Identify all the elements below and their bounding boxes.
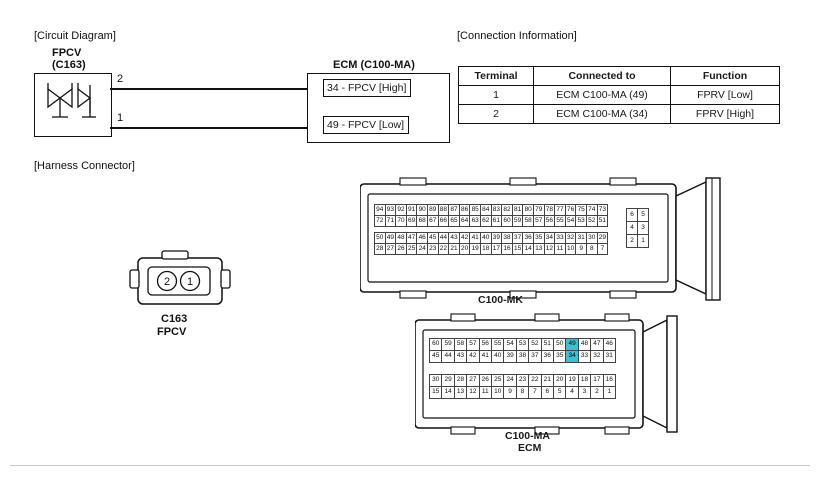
pin-cell: 37 (528, 350, 541, 363)
pin-cell: 80 (522, 204, 534, 216)
pin-cell: 8 (516, 386, 529, 399)
pin-cell: 55 (554, 215, 566, 227)
fpcv-pin-2-number: 2 (117, 73, 124, 85)
ecm-pin-49-label: 49 - FPCV [Low] (323, 116, 409, 134)
harness-connector-section-title: [Harness Connector] (34, 160, 135, 172)
pin-cell: 17 (491, 243, 503, 255)
pin-cell: 94 (374, 204, 386, 216)
cell-function: FPRV [High] (671, 105, 780, 124)
pin-cell: 79 (533, 204, 545, 216)
pin-cell: 72 (374, 215, 386, 227)
pin-cell: 25 (406, 243, 418, 255)
pin-cell: 53 (575, 215, 587, 227)
pin-cell: 47 (406, 232, 418, 244)
pin-cell: 91 (406, 204, 418, 216)
column-header-terminal: Terminal (459, 67, 534, 86)
pin-cell: 63 (469, 215, 481, 227)
pin-cell: 14 (441, 386, 454, 399)
pin-cell: 28 (374, 243, 386, 255)
pin-cell: 26 (395, 243, 407, 255)
pin-cell: 73 (597, 204, 609, 216)
pin-cell: 60 (501, 215, 513, 227)
pin-cell: 12 (544, 243, 556, 255)
pin-cell: 3 (578, 386, 591, 399)
pin-cell: 16 (501, 243, 513, 255)
pin-cell: 84 (480, 204, 492, 216)
pin-cell: 27 (466, 374, 479, 387)
pin-cell: 37 (512, 232, 524, 244)
pin-cell: 44 (441, 350, 454, 363)
pin-cell: 34 (565, 350, 578, 363)
pin-cell: 26 (479, 374, 492, 387)
pin-cell: 32 (565, 232, 577, 244)
pin-cell: 41 (479, 350, 492, 363)
pin-cell: 61 (491, 215, 503, 227)
pin-cell: 49 (565, 338, 578, 351)
pin-cell: 15 (512, 243, 524, 255)
pin-cell: 55 (491, 338, 504, 351)
pin-cell: 4 (626, 221, 638, 235)
cell-function: FPRV [Low] (671, 86, 780, 105)
pin-cell: 20 (459, 243, 471, 255)
pin-cell: 71 (385, 215, 397, 227)
table-row (459, 86, 780, 105)
pin-cell: 3 (637, 221, 649, 235)
pin-cell: 93 (385, 204, 397, 216)
pin-cell: 33 (578, 350, 591, 363)
pin-cell: 39 (491, 232, 503, 244)
cell-connected-to: ECM C100-MA (49) (534, 86, 671, 105)
pin-cell: 31 (603, 350, 616, 363)
pin-cell: 14 (522, 243, 534, 255)
pin-cell: 18 (578, 374, 591, 387)
pin-cell: 47 (590, 338, 603, 351)
pin-cell: 59 (441, 338, 454, 351)
pin-cell: 85 (469, 204, 481, 216)
pin-cell: 9 (503, 386, 516, 399)
pin-cell: 77 (554, 204, 566, 216)
pin-cell: 52 (586, 215, 598, 227)
pin-cell: 42 (459, 232, 471, 244)
pin-cell: 50 (553, 338, 566, 351)
pin-cell: 88 (438, 204, 450, 216)
c100ma-connector-name: C100-MA (505, 430, 550, 442)
pin-cell: 5 (553, 386, 566, 399)
pin-cell: 65 (448, 215, 460, 227)
pin-cell: 7 (597, 243, 609, 255)
pin-cell: 22 (438, 243, 450, 255)
pin-cell: 36 (541, 350, 554, 363)
pin-cell: 48 (578, 338, 591, 351)
pin-cell: 19 (469, 243, 481, 255)
c163-connector-drawing (128, 250, 238, 312)
pin-cell: 29 (597, 232, 609, 244)
pin-cell: 10 (565, 243, 577, 255)
pin-cell: 10 (491, 386, 504, 399)
pin-cell: 19 (565, 374, 578, 387)
pin-cell: 67 (427, 215, 439, 227)
pin-cell: 12 (466, 386, 479, 399)
pin-cell: 66 (438, 215, 450, 227)
solenoid-valve-icon (34, 73, 110, 135)
pin-cell: 6 (541, 386, 554, 399)
pin-cell: 49 (385, 232, 397, 244)
pin-cell: 8 (586, 243, 598, 255)
cell-connected-to: ECM C100-MA (34) (534, 105, 671, 124)
c100ma-connector-sub: ECM (518, 442, 542, 454)
pin-cell: 76 (565, 204, 577, 216)
pin-cell: 22 (528, 374, 541, 387)
pin-cell: 43 (454, 350, 467, 363)
pin-cell: 2 (626, 234, 638, 248)
pin-cell: 11 (554, 243, 566, 255)
pin-cell: 92 (395, 204, 407, 216)
pin-cell: 58 (522, 215, 534, 227)
pin-cell: 25 (491, 374, 504, 387)
pin-cell: 56 (544, 215, 556, 227)
pin-cell: 52 (528, 338, 541, 351)
ecm-pin-34-label: 34 - FPCV [High] (323, 79, 411, 97)
pin-cell: 38 (516, 350, 529, 363)
table-header-row (459, 67, 780, 86)
cell-terminal: 2 (459, 105, 534, 124)
pin-cell: 75 (575, 204, 587, 216)
pin-cell: 15 (429, 386, 442, 399)
pin-cell: 62 (480, 215, 492, 227)
pin-cell: 51 (541, 338, 554, 351)
pin-cell: 7 (528, 386, 541, 399)
pin-cell: 46 (416, 232, 428, 244)
pin-cell: 59 (512, 215, 524, 227)
pin-cell: 28 (454, 374, 467, 387)
c100mk-connector-drawing (360, 176, 760, 306)
pin-cell: 69 (406, 215, 418, 227)
pin-cell: 31 (575, 232, 587, 244)
pin-cell: 68 (416, 215, 428, 227)
pin-cell: 60 (429, 338, 442, 351)
c100ma-connector-drawing (415, 312, 745, 462)
pin-cell: 50 (374, 232, 386, 244)
pin-cell: 30 (429, 374, 442, 387)
footer-divider (10, 465, 810, 466)
c163-connector-sub: FPCV (157, 326, 187, 338)
pin-cell: 20 (553, 374, 566, 387)
pin-cell: 82 (501, 204, 513, 216)
pin-cell: 74 (586, 204, 598, 216)
pin-cell: 53 (516, 338, 529, 351)
pin-cell: 23 (427, 243, 439, 255)
pin-cell: 6 (626, 208, 638, 222)
pin-cell: 70 (395, 215, 407, 227)
c100mk-connector-name: C100-MK (478, 294, 523, 306)
column-header-connected-to: Connected to (534, 67, 671, 86)
svg-text:2: 2 (163, 276, 171, 288)
pin-cell: 51 (597, 215, 609, 227)
pin-cell: 54 (503, 338, 516, 351)
pin-cell: 21 (448, 243, 460, 255)
pin-cell: 42 (466, 350, 479, 363)
pin-cell: 9 (575, 243, 587, 255)
pin-cell: 83 (491, 204, 503, 216)
pin-cell: 13 (533, 243, 545, 255)
pin-cell: 24 (416, 243, 428, 255)
pin-cell: 30 (586, 232, 598, 244)
pin-cell: 39 (503, 350, 516, 363)
ecm-connector-title: ECM (C100-MA) (333, 59, 415, 71)
pin-cell: 86 (459, 204, 471, 216)
c163-connector-name: C163 (161, 313, 188, 325)
pin-cell: 87 (448, 204, 460, 216)
pin-cell: 46 (603, 338, 616, 351)
connection-information-table (458, 66, 780, 124)
pin-cell: 27 (385, 243, 397, 255)
pin-cell: 1 (637, 234, 649, 248)
fpcv-device-name: FPCV (52, 47, 82, 59)
pin-cell: 81 (512, 204, 524, 216)
circuit-diagram-section-title: [Circuit Diagram] (34, 30, 116, 42)
column-header-function: Function (671, 67, 780, 86)
pin-cell: 23 (516, 374, 529, 387)
pin-cell: 41 (469, 232, 481, 244)
pin-cell: 18 (480, 243, 492, 255)
pin-cell: 4 (565, 386, 578, 399)
pin-cell: 32 (590, 350, 603, 363)
fpcv-connector-id: (C163) (52, 59, 86, 71)
pin-cell: 57 (466, 338, 479, 351)
pin-cell: 29 (441, 374, 454, 387)
pin-cell: 58 (454, 338, 467, 351)
wire-pin1-to-ecm49 (110, 127, 323, 129)
wire-pin2-to-ecm34 (110, 88, 323, 90)
pin-cell: 5 (637, 208, 649, 222)
pin-cell: 54 (565, 215, 577, 227)
pin-cell: 90 (416, 204, 428, 216)
pin-cell: 13 (454, 386, 467, 399)
pin-cell: 1 (603, 386, 616, 399)
pin-cell: 16 (603, 374, 616, 387)
pin-cell: 34 (544, 232, 556, 244)
pin-cell: 36 (522, 232, 534, 244)
table-row (459, 105, 780, 124)
pin-cell: 35 (533, 232, 545, 244)
pin-cell: 43 (448, 232, 460, 244)
pin-cell: 48 (395, 232, 407, 244)
pin-cell: 45 (429, 350, 442, 363)
pin-cell: 57 (533, 215, 545, 227)
pin-cell: 45 (427, 232, 439, 244)
pin-cell: 44 (438, 232, 450, 244)
pin-cell: 40 (491, 350, 504, 363)
pin-cell: 33 (554, 232, 566, 244)
pin-cell: 17 (590, 374, 603, 387)
pin-cell: 78 (544, 204, 556, 216)
pin-cell: 40 (480, 232, 492, 244)
pin-cell: 2 (590, 386, 603, 399)
pin-cell: 24 (503, 374, 516, 387)
pin-cell: 56 (479, 338, 492, 351)
pin-cell: 89 (427, 204, 439, 216)
fpcv-pin-1-number: 1 (117, 112, 124, 124)
connection-information-section-title: [Connection Information] (457, 30, 577, 42)
cell-terminal: 1 (459, 86, 534, 105)
pin-cell: 64 (459, 215, 471, 227)
pin-cell: 35 (553, 350, 566, 363)
svg-text:1: 1 (186, 276, 194, 288)
pin-cell: 38 (501, 232, 513, 244)
pin-cell: 11 (479, 386, 492, 399)
pin-cell: 21 (541, 374, 554, 387)
